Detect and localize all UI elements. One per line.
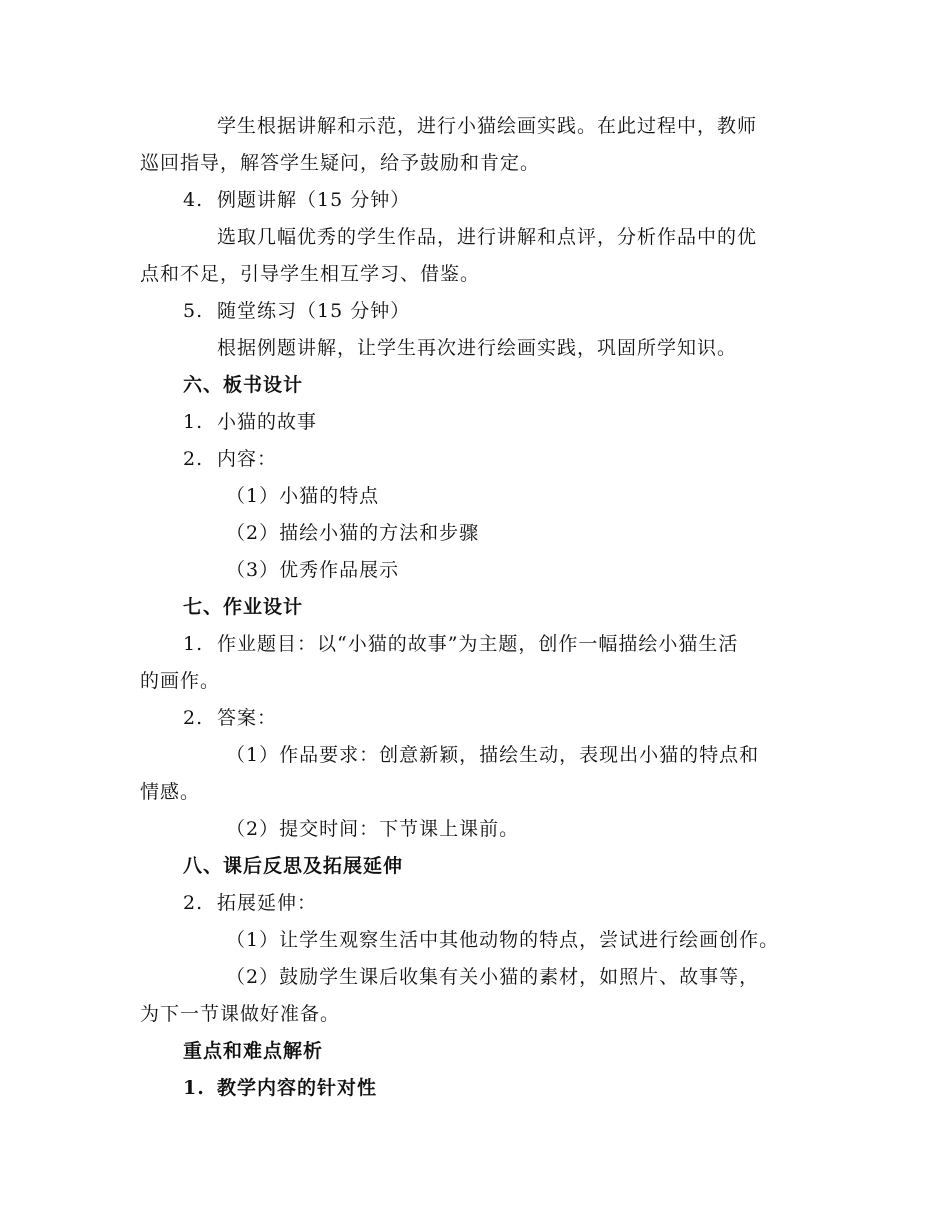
list-item-number: 5. [183,300,204,322]
list-item-text: 拓展延伸： [217,892,318,914]
paragraph-line: 情感。 [140,781,201,803]
list-item-number: 2. [183,707,204,729]
list-item-number: 2. [183,448,204,470]
list-item-text: 随堂练习（15 分钟） [217,300,411,322]
list-item-text: 答案： [217,707,278,729]
list-item-number: 1. [183,1077,205,1099]
paragraph-line: 根据例题讲解，让学生再次进行绘画实践，巩固所学知识。 [217,337,738,359]
paragraph-line: 学生根据讲解和示范，进行小猫绘画实践。在此过程中，教师 [217,115,758,137]
list-item-number: 2. [183,892,204,914]
list-item-text: 教学内容的针对性 [217,1077,378,1099]
paragraph-line: 的画作。 [140,670,221,692]
sub-item: （1）作品要求：创意新颖，描绘生动，表现出小猫的特点和 [226,744,760,766]
list-item-number: 1. [183,633,204,655]
paragraph-line: 选取几幅优秀的学生作品，进行讲解和点评，分析作品中的优 [217,226,758,248]
section-heading: 六、板书设计 [183,374,304,396]
sub-item: （2）描绘小猫的方法和步骤 [226,522,480,544]
sub-item: （2）提交时间：下节课上课前。 [226,818,520,840]
list-item-text: 例题讲解（15 分钟） [217,189,411,211]
sub-item: （3）优秀作品展示 [226,559,400,581]
paragraph-line: 为下一节课做好准备。 [140,1003,341,1025]
section-heading: 重点和难点解析 [183,1040,324,1062]
list-item-text: 作业题目：以“小猫的故事”为主题，创作一幅描绘小猫生活 [217,633,739,655]
sub-item: （1）让学生观察生活中其他动物的特点，尝试进行绘画创作。 [226,929,780,951]
list-item-number: 1. [183,411,204,433]
sub-item: （2）鼓励学生课后收集有关小猫的素材，如照片、故事等， [226,966,760,988]
list-item-text: 小猫的故事 [217,411,318,433]
section-heading: 七、作业设计 [183,596,304,618]
paragraph-line: 巡回指导，解答学生疑问，给予鼓励和肯定。 [140,152,541,174]
paragraph-line: 点和不足，引导学生相互学习、借鉴。 [140,263,481,285]
sub-item: （1）小猫的特点 [226,485,380,507]
section-heading: 八、课后反思及拓展延伸 [183,855,404,877]
list-item-text: 内容： [217,448,278,470]
list-item-number: 4. [183,189,204,211]
